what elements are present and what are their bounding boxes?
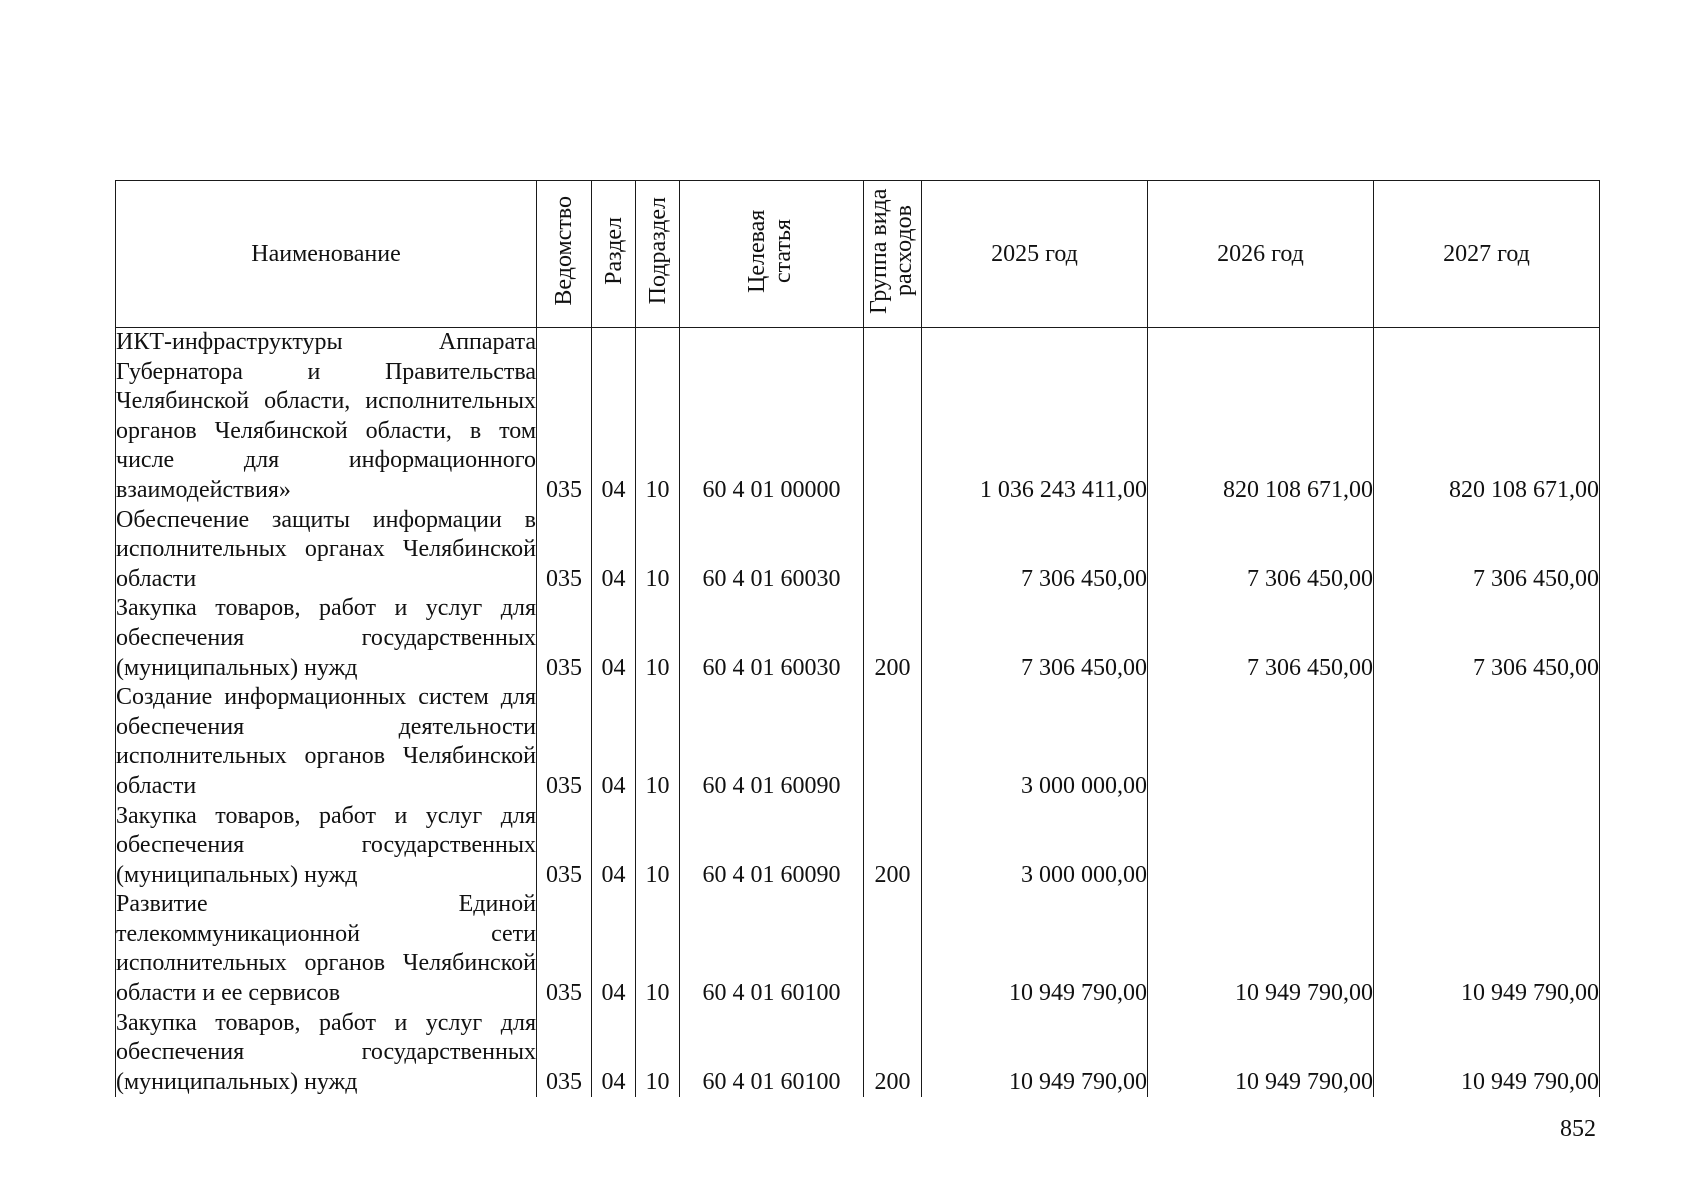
row-2026: 10 949 790,00 <box>1148 1009 1374 1098</box>
row-subsection: 10 <box>636 802 680 891</box>
row-expense-group: 200 <box>864 802 922 891</box>
row-2027: 10 949 790,00 <box>1374 890 1600 1008</box>
table-header <box>116 181 1600 328</box>
table-row <box>116 506 1600 595</box>
table-row <box>116 1009 1600 1098</box>
row-name: Закупка товаров, работ и услуг для обеспечения государственных (муниципальных) нужд <box>116 802 536 888</box>
row-expense-group <box>864 506 922 595</box>
row-2026 <box>1148 683 1374 801</box>
row-section: 04 <box>592 594 636 683</box>
row-2025: 7 306 450,00 <box>922 506 1148 595</box>
row-subsection: 10 <box>636 890 680 1008</box>
row-section: 04 <box>592 506 636 595</box>
row-2027: 10 949 790,00 <box>1374 1009 1600 1098</box>
page-number: 852 <box>1560 1116 1596 1142</box>
row-section: 04 <box>592 890 636 1008</box>
row-target-article: 60 4 01 60090 <box>680 683 864 801</box>
row-2026: 820 108 671,00 <box>1148 328 1374 506</box>
row-2025: 1 036 243 411,00 <box>922 328 1148 506</box>
row-department: 035 <box>537 594 592 683</box>
row-target-article: 60 4 01 60030 <box>680 594 864 683</box>
row-name: Обеспечение защиты информации в исполнительных органах Челябинской области <box>116 506 536 592</box>
table-row <box>116 594 1600 683</box>
row-target-article: 60 4 01 60030 <box>680 506 864 595</box>
row-expense-group: 200 <box>864 594 922 683</box>
row-department: 035 <box>537 802 592 891</box>
row-name: Развитие Единой телекоммуникационной сети исполнительных органов Челябинской области и ее сервисов <box>116 891 536 1007</box>
row-department: 035 <box>537 506 592 595</box>
row-2026 <box>1148 802 1374 891</box>
row-section: 04 <box>592 1009 636 1098</box>
header-target-article: Целевая статья <box>680 181 864 328</box>
row-department: 035 <box>537 1009 592 1098</box>
header-year-2025: 2025 год <box>922 181 1148 328</box>
row-2025: 3 000 000,00 <box>922 802 1148 891</box>
row-2027: 7 306 450,00 <box>1374 506 1600 595</box>
row-subsection: 10 <box>636 683 680 801</box>
row-section: 04 <box>592 802 636 891</box>
row-2027 <box>1374 802 1600 891</box>
row-expense-group: 200 <box>864 1009 922 1098</box>
header-section: Раздел <box>592 181 636 328</box>
row-name: Создание информационных систем для обеспечения деятельности исполнительных органов Челябинской области <box>116 684 536 799</box>
table-row <box>116 802 1600 891</box>
row-2027 <box>1374 683 1600 801</box>
row-2025: 10 949 790,00 <box>922 890 1148 1008</box>
row-2025: 10 949 790,00 <box>922 1009 1148 1098</box>
row-target-article: 60 4 01 60100 <box>680 890 864 1008</box>
header-name: Наименование <box>116 181 537 328</box>
budget-table <box>115 180 1600 1097</box>
table-row <box>116 683 1600 801</box>
table-row <box>116 890 1600 1008</box>
row-2025: 3 000 000,00 <box>922 683 1148 801</box>
row-2027: 7 306 450,00 <box>1374 594 1600 683</box>
row-target-article: 60 4 01 00000 <box>680 328 864 506</box>
row-target-article: 60 4 01 60100 <box>680 1009 864 1098</box>
table-body <box>116 328 1600 1098</box>
row-name: Закупка товаров, работ и услуг для обеспечения государственных (муниципальных) нужд <box>116 1009 536 1095</box>
row-subsection: 10 <box>636 594 680 683</box>
row-expense-group <box>864 328 922 506</box>
header-expense-group: Группа вида расходов <box>864 181 922 328</box>
row-target-article: 60 4 01 60090 <box>680 802 864 891</box>
header-department: Ведомство <box>537 181 592 328</box>
row-department: 035 <box>537 890 592 1008</box>
row-2026: 7 306 450,00 <box>1148 594 1374 683</box>
row-2026: 10 949 790,00 <box>1148 890 1374 1008</box>
row-section: 04 <box>592 328 636 506</box>
row-name: ИКТ-инфраструктуры Аппарата Губернатора и Правительства Челябинской области, исполнительных органов Челябинской области, в том числе для информационного взаимодействия» <box>116 329 536 503</box>
row-subsection: 10 <box>636 1009 680 1098</box>
row-department: 035 <box>537 328 592 506</box>
row-section: 04 <box>592 683 636 801</box>
header-year-2027: 2027 год <box>1374 181 1600 328</box>
header-year-2026: 2026 год <box>1148 181 1374 328</box>
row-name: Закупка товаров, работ и услуг для обеспечения государственных (муниципальных) нужд <box>116 595 536 681</box>
row-2026: 7 306 450,00 <box>1148 506 1374 595</box>
table-row <box>116 328 1600 506</box>
row-department: 035 <box>537 683 592 801</box>
row-2025: 7 306 450,00 <box>922 594 1148 683</box>
row-expense-group <box>864 683 922 801</box>
header-subsection: Подраздел <box>636 181 680 328</box>
row-subsection: 10 <box>636 328 680 506</box>
row-subsection: 10 <box>636 506 680 595</box>
row-expense-group <box>864 890 922 1008</box>
row-2027: 820 108 671,00 <box>1374 328 1600 506</box>
